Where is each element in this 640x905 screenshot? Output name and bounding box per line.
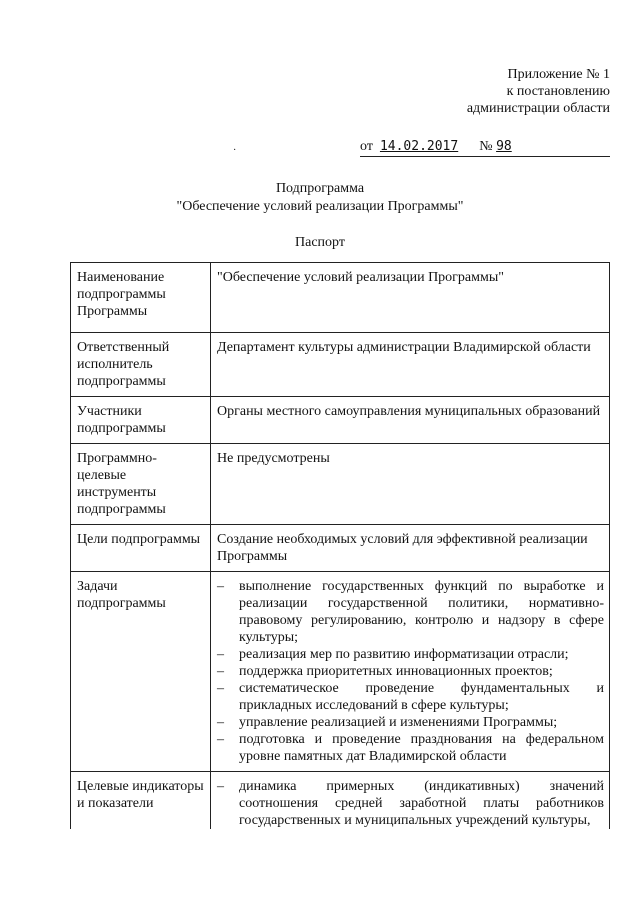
- subprogram-heading: Подпрограмма: [275, 181, 365, 196]
- table-row: [71, 525, 610, 572]
- decree-line: [360, 138, 610, 157]
- table-row: [71, 333, 610, 397]
- row-label: Целевые индикаторы и показатели: [71, 772, 211, 830]
- row-label: Цели подпрограммы: [71, 525, 211, 572]
- table-row: [71, 572, 610, 772]
- row-value: Создание необходимых условий для эффективной реализации Программы: [211, 525, 610, 572]
- row-value: [211, 572, 610, 772]
- passport-table: [70, 262, 610, 829]
- row-label: Ответственный исполнитель подпрограммы: [71, 333, 211, 397]
- row-value: "Обеспечение условий реализации Программы": [211, 263, 610, 333]
- row-label: Наименование подпрограммы Программы: [71, 263, 211, 333]
- row-value: Не предусмотрены: [211, 444, 610, 525]
- appendix-line: к постановлению: [506, 84, 610, 99]
- row-label: Программно-целевые инструменты подпрограммы: [71, 444, 211, 525]
- list-item: – управление реализацией и изменениями Программы;: [217, 714, 604, 731]
- row-label: Задачи подпрограммы: [71, 572, 211, 772]
- tasks-list: [217, 578, 604, 765]
- stray-mark: ·: [233, 145, 237, 156]
- appendix-line: администрации области: [466, 101, 610, 116]
- decree-date: 14.02.2017: [379, 139, 459, 154]
- row-value: Департамент культуры администрации Владимирской области: [211, 333, 610, 397]
- decree-number: 98: [496, 139, 512, 154]
- list-item: – выполнение государственных функций по выработке и реализации государственной политики, нормативно-правовому регулированию, контролю и надзору в сфере культуры;: [217, 578, 604, 646]
- table-row: [71, 444, 610, 525]
- table-row: [71, 263, 610, 333]
- passport-heading: Паспорт: [295, 235, 345, 250]
- row-label: Участники подпрограммы: [71, 397, 211, 444]
- appendix-header: [467, 66, 610, 117]
- subprogram-title: "Обеспечение условий реализации Программы": [176, 199, 464, 214]
- table-row: [71, 397, 610, 444]
- table-row: [71, 772, 610, 830]
- row-value: Органы местного самоуправления муниципальных образований: [211, 397, 610, 444]
- list-item: – систематическое проведение фундаментальных и прикладных исследований в сфере культуры;: [217, 680, 604, 714]
- appendix-line: Приложение № 1: [507, 67, 610, 82]
- row-value: [211, 772, 610, 830]
- decree-from-label: от: [360, 139, 373, 154]
- indicators-list: [217, 778, 604, 829]
- decree-number-label: №: [479, 139, 493, 154]
- list-item: – реализация мер по развитию информатизации отрасли;: [217, 646, 604, 663]
- list-item: – динамика примерных (индикативных) значений соотношения средней заработной платы работников государственных и муниципальных учреждений культуры,: [217, 778, 604, 829]
- list-item: – подготовка и проведение празднования на федеральном уровне памятных дат Владимирской области: [217, 731, 604, 765]
- list-item: – поддержка приоритетных инновационных проектов;: [217, 663, 604, 680]
